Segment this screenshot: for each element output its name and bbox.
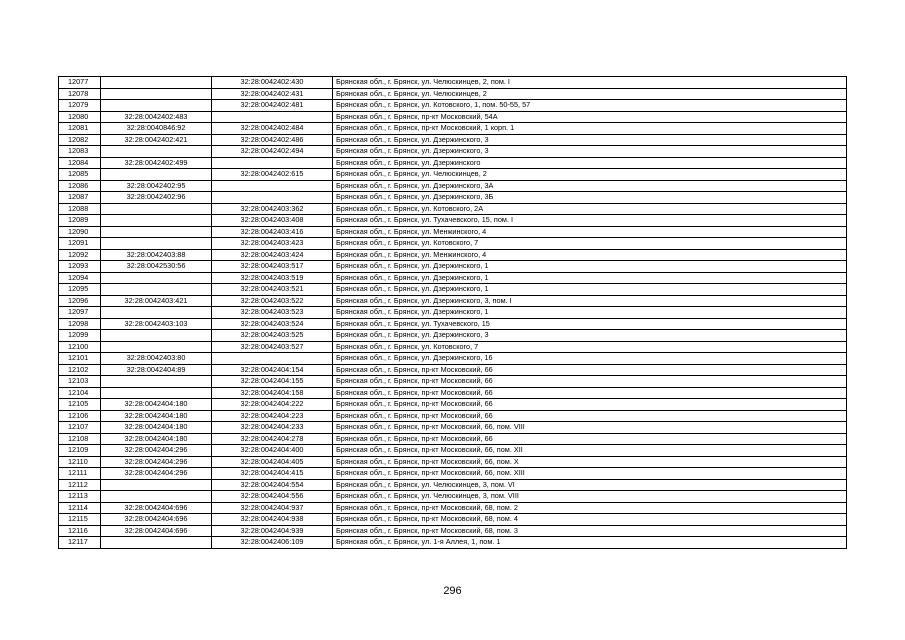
cadastral-number: 32:28:0042403:424 [212, 249, 333, 261]
address: Брянская обл., г. Брянск, пр-кт Московский, 68, пом. 3 [333, 525, 847, 537]
row-number: 12105 [59, 399, 101, 411]
address: Брянская обл., г. Брянск, ул. Тухачевского, 15 [333, 318, 847, 330]
previous-cadastral-number [101, 341, 212, 353]
previous-cadastral-number: 32:28:0042404:296 [101, 468, 212, 480]
cadastral-number: 32:28:0042403:362 [212, 203, 333, 215]
table-row [59, 284, 847, 296]
address: Брянская обл., г. Брянск, ул. Дзержинского, 1 [333, 272, 847, 284]
previous-cadastral-number: 32:28:0042403:421 [101, 295, 212, 307]
row-number: 12110 [59, 456, 101, 468]
row-number: 12088 [59, 203, 101, 215]
address: Брянская обл., г. Брянск, пр-кт Московский, 66 [333, 433, 847, 445]
address: Брянская обл., г. Брянск, ул. Дзержинского, 3, пом. I [333, 295, 847, 307]
table-row [59, 318, 847, 330]
address: Брянская обл., г. Брянск, пр-кт Московский, 66, пом. VIII [333, 422, 847, 434]
address: Брянская обл., г. Брянск, ул. Менжинского, 4 [333, 249, 847, 261]
previous-cadastral-number: 32:28:0042404:296 [101, 456, 212, 468]
row-number: 12106 [59, 410, 101, 422]
table-row [59, 468, 847, 480]
previous-cadastral-number [101, 215, 212, 227]
row-number: 12091 [59, 238, 101, 250]
row-number: 12115 [59, 514, 101, 526]
row-number: 12089 [59, 215, 101, 227]
previous-cadastral-number: 32:28:0042402:483 [101, 111, 212, 123]
table-row [59, 307, 847, 319]
previous-cadastral-number: 32:28:0042404:296 [101, 445, 212, 457]
cadastral-number: 32:28:0042404:154 [212, 364, 333, 376]
table-row [59, 180, 847, 192]
row-number: 12082 [59, 134, 101, 146]
cadastral-number [212, 157, 333, 169]
address: Брянская обл., г. Брянск, пр-кт Московский, 68, пом. 2 [333, 502, 847, 514]
previous-cadastral-number: 32:28:0042404:696 [101, 525, 212, 537]
row-number: 12109 [59, 445, 101, 457]
previous-cadastral-number [101, 88, 212, 100]
address: Брянская обл., г. Брянск, ул. Дзержинского, 3А [333, 180, 847, 192]
table-row [59, 537, 847, 549]
previous-cadastral-number: 32:28:0042402:499 [101, 157, 212, 169]
row-number: 12093 [59, 261, 101, 273]
cadastral-number: 32:28:0042404:155 [212, 376, 333, 388]
row-number: 12080 [59, 111, 101, 123]
table-row [59, 479, 847, 491]
address: Брянская обл., г. Брянск, ул. 1-я Аллея, 1, пом. 1 [333, 537, 847, 549]
table-row [59, 238, 847, 250]
row-number: 12111 [59, 468, 101, 480]
address: Брянская обл., г. Брянск, ул. Менжинского, 4 [333, 226, 847, 238]
table-row [59, 157, 847, 169]
address: Брянская обл., г. Брянск, ул. Тухачевского, 15, пом. I [333, 215, 847, 227]
table-row [59, 226, 847, 238]
row-number: 12104 [59, 387, 101, 399]
address: Брянская обл., г. Брянск, ул. Дзержинского, 1 [333, 284, 847, 296]
cadastral-number [212, 192, 333, 204]
table-row [59, 249, 847, 261]
row-number: 12079 [59, 100, 101, 112]
row-number: 12083 [59, 146, 101, 158]
address: Брянская обл., г. Брянск, ул. Котовского, 1, пом. 50-55, 57 [333, 100, 847, 112]
previous-cadastral-number [101, 169, 212, 181]
table-row [59, 341, 847, 353]
row-number: 12097 [59, 307, 101, 319]
previous-cadastral-number [101, 284, 212, 296]
previous-cadastral-number [101, 226, 212, 238]
address: Брянская обл., г. Брянск, ул. Котовского, 7 [333, 238, 847, 250]
table-row [59, 77, 847, 89]
cadastral-number: 32:28:0042403:519 [212, 272, 333, 284]
table-row [59, 134, 847, 146]
cadastral-number: 32:28:0042404:939 [212, 525, 333, 537]
row-number: 12098 [59, 318, 101, 330]
previous-cadastral-number [101, 272, 212, 284]
previous-cadastral-number [101, 238, 212, 250]
address: Брянская обл., г. Брянск, пр-кт Московский, 66 [333, 399, 847, 411]
address: Брянская обл., г. Брянск, ул. Челюскинцев, 3, пом. VI [333, 479, 847, 491]
cadastral-number: 32:28:0042404:158 [212, 387, 333, 399]
table-row [59, 261, 847, 273]
row-number: 12077 [59, 77, 101, 89]
row-number: 12086 [59, 180, 101, 192]
cadastral-number: 32:28:0042404:222 [212, 399, 333, 411]
cadastral-number: 32:28:0042402:431 [212, 88, 333, 100]
table-row [59, 491, 847, 503]
address: Брянская обл., г. Брянск, пр-кт Московский, 66, пом. X [333, 456, 847, 468]
row-number: 12102 [59, 364, 101, 376]
previous-cadastral-number: 32:28:0042402:96 [101, 192, 212, 204]
table-row [59, 410, 847, 422]
address: Брянская обл., г. Брянск, пр-кт Московский, 66 [333, 364, 847, 376]
cadastral-number: 32:28:0042404:400 [212, 445, 333, 457]
table-row [59, 169, 847, 181]
address: Брянская обл., г. Брянск, ул. Дзержинского, 3 [333, 134, 847, 146]
previous-cadastral-number: 32:28:0042403:88 [101, 249, 212, 261]
row-number: 12114 [59, 502, 101, 514]
previous-cadastral-number: 32:28:0042403:80 [101, 353, 212, 365]
cadastral-number: 32:28:0042402:484 [212, 123, 333, 135]
cadastral-number: 32:28:0042402:486 [212, 134, 333, 146]
previous-cadastral-number: 32:28:0042402:95 [101, 180, 212, 192]
cadastral-number: 32:28:0042403:522 [212, 295, 333, 307]
address: Брянская обл., г. Брянск, ул. Дзержинского, 3Б [333, 192, 847, 204]
previous-cadastral-number: 32:28:0042402:421 [101, 134, 212, 146]
previous-cadastral-number [101, 307, 212, 319]
cadastral-number: 32:28:0042402:481 [212, 100, 333, 112]
row-number: 12092 [59, 249, 101, 261]
previous-cadastral-number: 32:28:0040846:92 [101, 123, 212, 135]
cadastral-number: 32:28:0042406:109 [212, 537, 333, 549]
cadastral-number: 32:28:0042403:523 [212, 307, 333, 319]
cadastral-number: 32:28:0042403:416 [212, 226, 333, 238]
row-number: 12101 [59, 353, 101, 365]
previous-cadastral-number: 32:28:0042404:89 [101, 364, 212, 376]
registry-table-body [59, 77, 847, 549]
cadastral-number: 32:28:0042402:430 [212, 77, 333, 89]
row-number: 12095 [59, 284, 101, 296]
previous-cadastral-number [101, 330, 212, 342]
previous-cadastral-number: 32:28:0042404:696 [101, 502, 212, 514]
previous-cadastral-number [101, 203, 212, 215]
cadastral-number: 32:28:0042404:556 [212, 491, 333, 503]
cadastral-number: 32:28:0042404:223 [212, 410, 333, 422]
row-number: 12085 [59, 169, 101, 181]
cadastral-number: 32:28:0042403:525 [212, 330, 333, 342]
table-row [59, 111, 847, 123]
previous-cadastral-number [101, 100, 212, 112]
address: Брянская обл., г. Брянск, ул. Челюскинцев, 3, пом. VIII [333, 491, 847, 503]
table-row [59, 399, 847, 411]
table-row [59, 525, 847, 537]
cadastral-number: 32:28:0042403:524 [212, 318, 333, 330]
table-row [59, 203, 847, 215]
previous-cadastral-number [101, 77, 212, 89]
row-number: 12113 [59, 491, 101, 503]
row-number: 12078 [59, 88, 101, 100]
cadastral-number: 32:28:0042404:415 [212, 468, 333, 480]
cadastral-number: 32:28:0042403:521 [212, 284, 333, 296]
cadastral-number: 32:28:0042404:554 [212, 479, 333, 491]
table-row [59, 376, 847, 388]
cadastral-number: 32:28:0042403:408 [212, 215, 333, 227]
row-number: 12084 [59, 157, 101, 169]
cadastral-number: 32:28:0042404:233 [212, 422, 333, 434]
address: Брянская обл., г. Брянск, ул. Челюскинцев, 2 [333, 88, 847, 100]
address: Брянская обл., г. Брянск, ул. Дзержинского, 3 [333, 330, 847, 342]
previous-cadastral-number [101, 537, 212, 549]
row-number: 12108 [59, 433, 101, 445]
previous-cadastral-number: 32:28:0042404:180 [101, 433, 212, 445]
address: Брянская обл., г. Брянск, пр-кт Московский, 68, пом. 4 [333, 514, 847, 526]
table-row [59, 123, 847, 135]
address: Брянская обл., г. Брянск, ул. Дзержинского, 16 [333, 353, 847, 365]
address: Брянская обл., г. Брянск, пр-кт Московский, 66, пом. XII [333, 445, 847, 457]
cadastral-number [212, 353, 333, 365]
address: Брянская обл., г. Брянск, ул. Челюскинцев, 2 [333, 169, 847, 181]
table-row [59, 387, 847, 399]
previous-cadastral-number: 32:28:0042530:56 [101, 261, 212, 273]
cadastral-number [212, 180, 333, 192]
cadastral-number: 32:28:0042403:423 [212, 238, 333, 250]
cadastral-number: 32:28:0042402:494 [212, 146, 333, 158]
previous-cadastral-number: 32:28:0042403:103 [101, 318, 212, 330]
table-row [59, 353, 847, 365]
cadastral-number [212, 111, 333, 123]
table-row [59, 295, 847, 307]
row-number: 12090 [59, 226, 101, 238]
address: Брянская обл., г. Брянск, пр-кт Московский, 1 корп. 1 [333, 123, 847, 135]
previous-cadastral-number: 32:28:0042404:696 [101, 514, 212, 526]
previous-cadastral-number: 32:28:0042404:180 [101, 410, 212, 422]
previous-cadastral-number [101, 376, 212, 388]
row-number: 12087 [59, 192, 101, 204]
previous-cadastral-number [101, 146, 212, 158]
table-row [59, 433, 847, 445]
address: Брянская обл., г. Брянск, ул. Дзержинского, 1 [333, 261, 847, 273]
table-row [59, 272, 847, 284]
address: Брянская обл., г. Брянск, ул. Котовского, 2А [333, 203, 847, 215]
row-number: 12112 [59, 479, 101, 491]
address: Брянская обл., г. Брянск, пр-кт Московский, 66 [333, 410, 847, 422]
row-number: 12103 [59, 376, 101, 388]
row-number: 12100 [59, 341, 101, 353]
registry-table [58, 76, 847, 549]
address: Брянская обл., г. Брянск, ул. Челюскинцев, 2, пом. I [333, 77, 847, 89]
table-row [59, 192, 847, 204]
cadastral-number: 32:28:0042403:527 [212, 341, 333, 353]
previous-cadastral-number: 32:28:0042404:180 [101, 399, 212, 411]
cadastral-number: 32:28:0042404:938 [212, 514, 333, 526]
table-row [59, 215, 847, 227]
row-number: 12107 [59, 422, 101, 434]
row-number: 12081 [59, 123, 101, 135]
table-row [59, 514, 847, 526]
table-row [59, 146, 847, 158]
address: Брянская обл., г. Брянск, пр-кт Московский, 66 [333, 376, 847, 388]
previous-cadastral-number [101, 479, 212, 491]
row-number: 12099 [59, 330, 101, 342]
address: Брянская обл., г. Брянск, ул. Дзержинского, 1 [333, 307, 847, 319]
table-row [59, 88, 847, 100]
row-number: 12094 [59, 272, 101, 284]
previous-cadastral-number [101, 491, 212, 503]
table-row [59, 364, 847, 376]
address: Брянская обл., г. Брянск, ул. Дзержинского, 3 [333, 146, 847, 158]
row-number: 12096 [59, 295, 101, 307]
table-row [59, 456, 847, 468]
cadastral-number: 32:28:0042404:405 [212, 456, 333, 468]
table-row [59, 422, 847, 434]
table-row [59, 445, 847, 457]
cadastral-number: 32:28:0042404:278 [212, 433, 333, 445]
table-row [59, 502, 847, 514]
cadastral-number: 32:28:0042403:517 [212, 261, 333, 273]
address: Брянская обл., г. Брянск, ул. Дзержинского [333, 157, 847, 169]
row-number: 12117 [59, 537, 101, 549]
address: Брянская обл., г. Брянск, ул. Котовского, 7 [333, 341, 847, 353]
address: Брянская обл., г. Брянск, пр-кт Московский, 66, пом. XIII [333, 468, 847, 480]
previous-cadastral-number [101, 387, 212, 399]
address: Брянская обл., г. Брянск, пр-кт Московский, 54А [333, 111, 847, 123]
address: Брянская обл., г. Брянск, пр-кт Московский, 66 [333, 387, 847, 399]
cadastral-number: 32:28:0042404:937 [212, 502, 333, 514]
row-number: 12116 [59, 525, 101, 537]
page-number: 296 [443, 585, 462, 597]
cadastral-number: 32:28:0042402:615 [212, 169, 333, 181]
previous-cadastral-number: 32:28:0042404:180 [101, 422, 212, 434]
table-row [59, 330, 847, 342]
table-row [59, 100, 847, 112]
